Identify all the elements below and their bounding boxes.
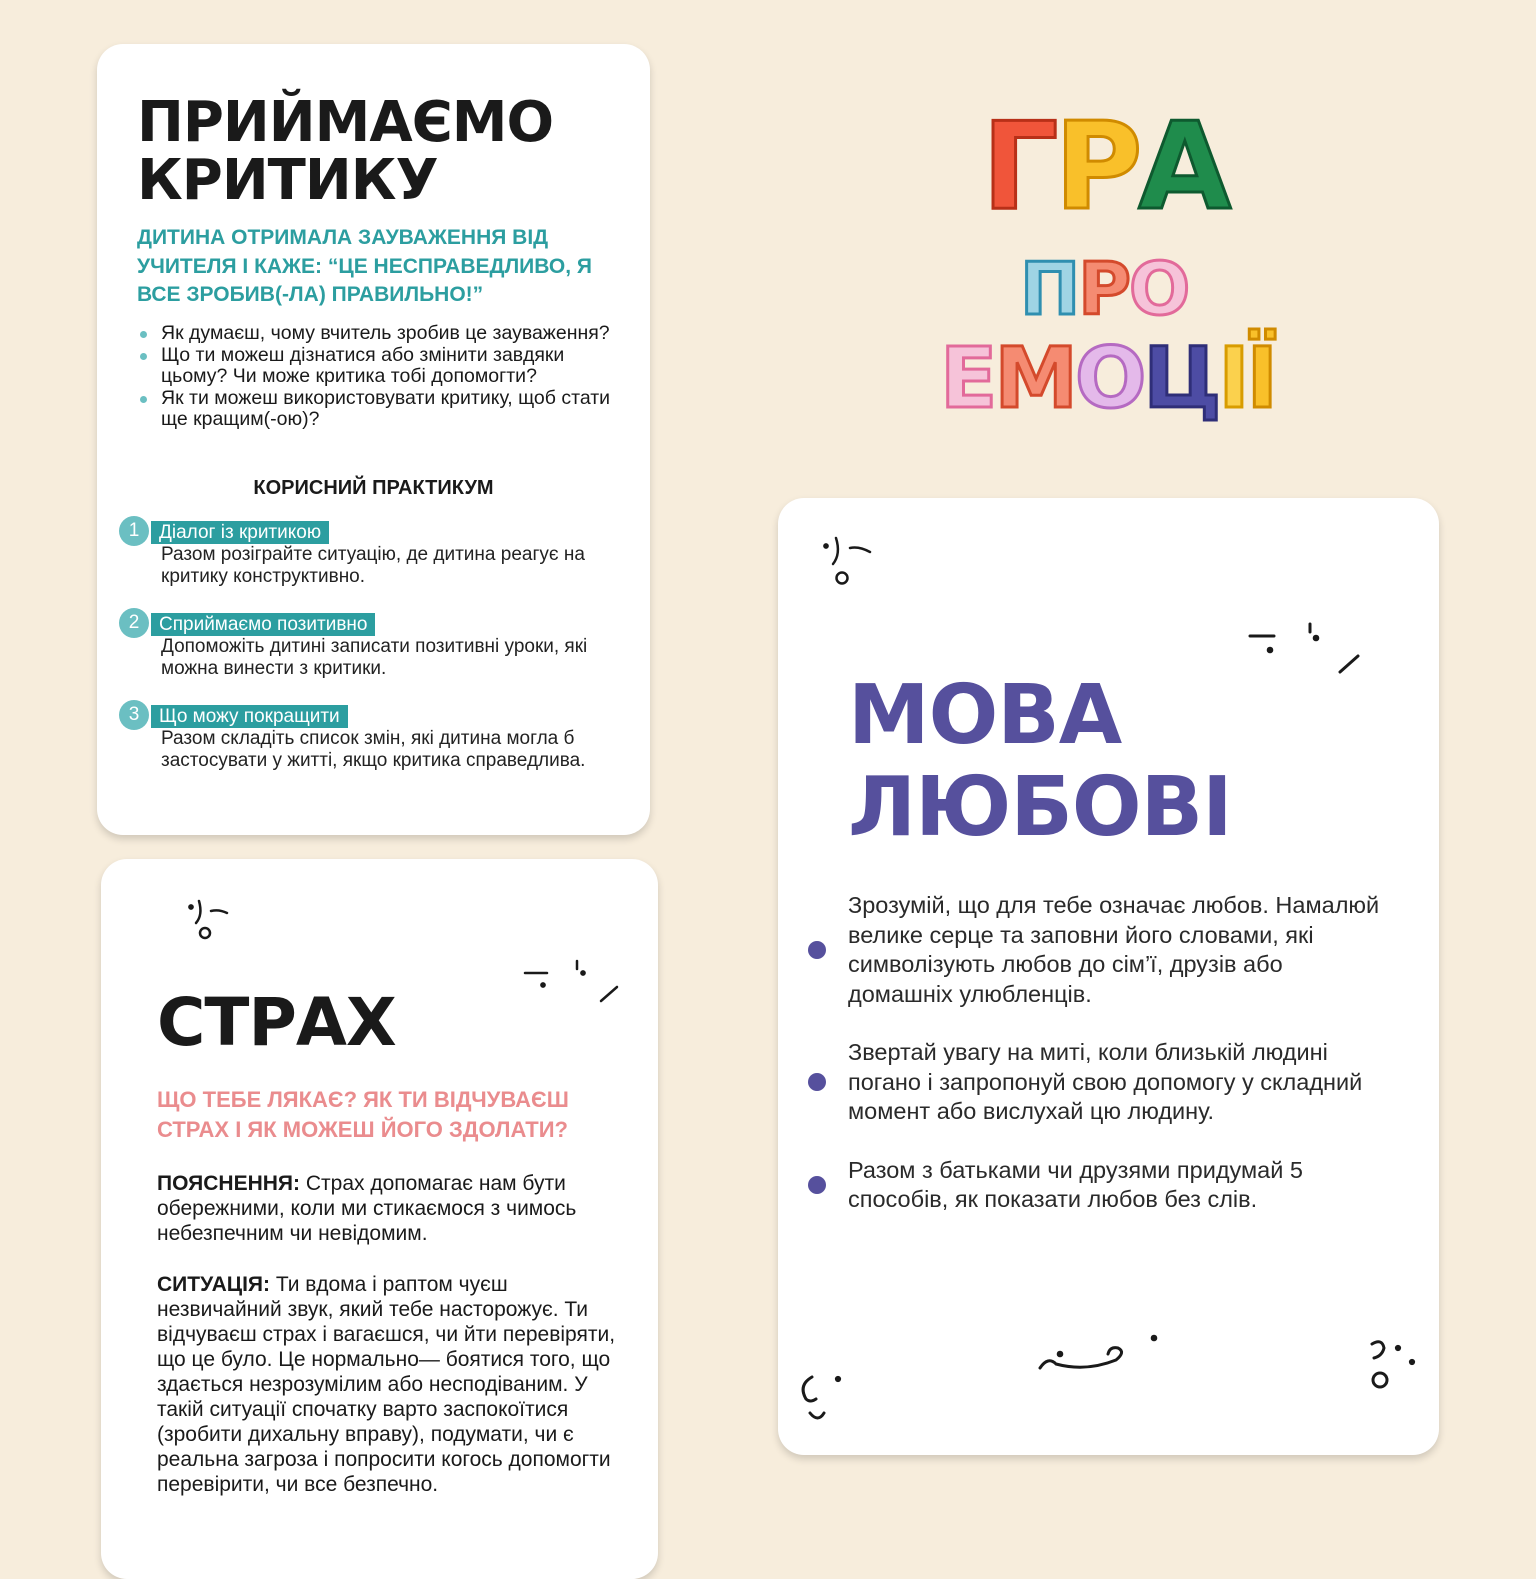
logo-letter: П bbox=[1020, 247, 1079, 331]
activity-text: Звертай увагу на миті, коли близькій людині погано і запропонуй свою допомогу у складний момент або вислухай цю людину. bbox=[848, 1039, 1363, 1124]
question-item bbox=[137, 388, 627, 431]
step-text: Допоможіть дитині записати позитивні уроки, які можна винести з критики. bbox=[161, 636, 588, 679]
face-doodle-icon bbox=[185, 897, 235, 947]
game-logo bbox=[940, 98, 1300, 428]
smile-doodle-icon bbox=[1036, 1330, 1166, 1380]
logo-word-game bbox=[982, 98, 1228, 237]
practicum-heading: КОРИСНИЙ ПРАКТИКУМ bbox=[253, 477, 494, 499]
logo-letter: О bbox=[1074, 329, 1144, 427]
logo-letter: Е bbox=[940, 329, 995, 427]
logo-letter: Р bbox=[1054, 98, 1139, 237]
question-item bbox=[137, 345, 627, 388]
activity-item bbox=[848, 1038, 1388, 1127]
step-number-badge: 3 bbox=[119, 700, 149, 730]
bullet-dot-icon bbox=[808, 941, 826, 959]
card-love-language[interactable] bbox=[778, 498, 1439, 1455]
card-body bbox=[157, 1171, 637, 1523]
activity-text: Разом з батьками чи друзями придумай 5 способів, як показати любов без слів. bbox=[848, 1156, 1303, 1212]
step-number-badge: 1 bbox=[119, 516, 149, 546]
face-doodle-icon bbox=[1358, 1336, 1428, 1406]
question-list bbox=[137, 323, 627, 431]
card-accept-criticism[interactable] bbox=[97, 44, 650, 835]
card-fear[interactable] bbox=[101, 859, 658, 1579]
activity-list bbox=[848, 891, 1388, 1244]
bullet-dot-icon bbox=[808, 1176, 826, 1194]
step-label: Що можу покращити bbox=[151, 705, 348, 728]
logo-letter: М bbox=[994, 329, 1075, 427]
question-text: Що ти можеш дізнатися або змінити завдяки цьому? Чи може критика тобі допомогти? bbox=[161, 343, 565, 387]
title-line: ЛЮБОВІ bbox=[848, 759, 1232, 855]
logo-letter: А bbox=[1138, 98, 1228, 237]
logo-letter: Ї bbox=[1246, 329, 1275, 427]
step-number-badge: 2 bbox=[119, 608, 149, 638]
card-title bbox=[848, 670, 1232, 854]
logo-letter: Р bbox=[1078, 247, 1130, 331]
title-line: ПРИЙМАЄМО bbox=[137, 90, 554, 155]
practicum-step bbox=[119, 700, 619, 771]
practicum-steps bbox=[119, 516, 619, 792]
bullet-dot-icon bbox=[808, 1073, 826, 1091]
face-doodle-icon bbox=[521, 957, 631, 1007]
card-title bbox=[137, 90, 554, 213]
question-item bbox=[137, 323, 627, 345]
situation-label: СИТУАЦІЯ: bbox=[157, 1273, 270, 1296]
explanation-label: ПОЯСНЕННЯ: bbox=[157, 1172, 301, 1195]
activity-text: Зрозумій, що для тебе означає любов. Намалюй велике серце та заповни його словами, які символізують любов до сім’ї, друзів або домашніх улюбленців. bbox=[848, 892, 1380, 1007]
logo-letter: О bbox=[1129, 247, 1189, 331]
title-line: КРИТИКУ bbox=[137, 147, 438, 213]
logo-word-about bbox=[1020, 247, 1189, 331]
question-text: Як ти можеш використовувати критику, щоб стати ще кращим(-ою)? bbox=[161, 386, 611, 430]
practicum-step bbox=[119, 608, 619, 679]
bullet-dot-icon bbox=[140, 396, 147, 403]
logo-letter: Г bbox=[982, 98, 1055, 237]
step-label: Діалог із критикою bbox=[151, 521, 329, 544]
situation-prompt: ЩО ТЕБЕ ЛЯКАЄ? ЯК ТИ ВІДЧУВАЄШ СТРАХ І ЯК МОЖЕШ ЙОГО ЗДОЛАТИ? bbox=[157, 1087, 569, 1142]
step-text: Разом розіграйте ситуацію, де дитина реагує на критику конструктивно. bbox=[161, 544, 585, 587]
explanation-text: Страх допомагає нам бути обережними, коли ми стикаємося з чимось небезпечним чи невідомим. bbox=[157, 1172, 577, 1245]
logo-letter: І bbox=[1218, 329, 1247, 427]
face-doodle-icon bbox=[820, 530, 880, 590]
question-text: Як думаєш, чому вчитель зробив це зауваження? bbox=[161, 322, 610, 344]
situation-text: Ти вдома і раптом чуєш незвичайний звук, який тебе насторожує. Ти відчуваєш страх і вагаєшся, чи йти перевіряти, що це було. Це нормально— боятися того, що здається незрозумілим або несподіваним. У такій ситуації спочатку варто заспокоїтися (зробити дихальну вправу), подумати, чи є реальна загроза і попросити когось допомогти перевірити, чи все безпечно. bbox=[157, 1273, 616, 1496]
step-label: Сприймаємо позитивно bbox=[151, 613, 375, 636]
activity-item bbox=[848, 891, 1388, 1009]
logo-letter: Ц bbox=[1143, 329, 1219, 427]
explanation-paragraph bbox=[157, 1171, 637, 1246]
situation-prompt: ДИТИНА ОТРИМАЛА ЗАУВАЖЕННЯ ВІД УЧИТЕЛЯ І КАЖЕ: “ЦЕ НЕСПРАВЕДЛИВО, Я ВСЕ ЗРОБИВ(-ЛА) ПРАВИЛЬНО!” bbox=[137, 226, 593, 307]
bullet-dot-icon bbox=[140, 353, 147, 360]
practicum-step bbox=[119, 516, 619, 587]
activity-item bbox=[848, 1156, 1388, 1215]
situation-paragraph bbox=[157, 1272, 637, 1497]
title-line: МОВА bbox=[848, 668, 1122, 763]
face-doodle-icon bbox=[792, 1365, 852, 1435]
card-title: СТРАХ bbox=[157, 984, 396, 1061]
face-doodle-icon bbox=[1244, 618, 1374, 678]
logo-word-emotions bbox=[940, 329, 1275, 427]
step-text: Разом складіть список змін, які дитина могла б застосувати у житті, якщо критика справедлива. bbox=[161, 728, 586, 771]
bullet-dot-icon bbox=[140, 331, 147, 338]
